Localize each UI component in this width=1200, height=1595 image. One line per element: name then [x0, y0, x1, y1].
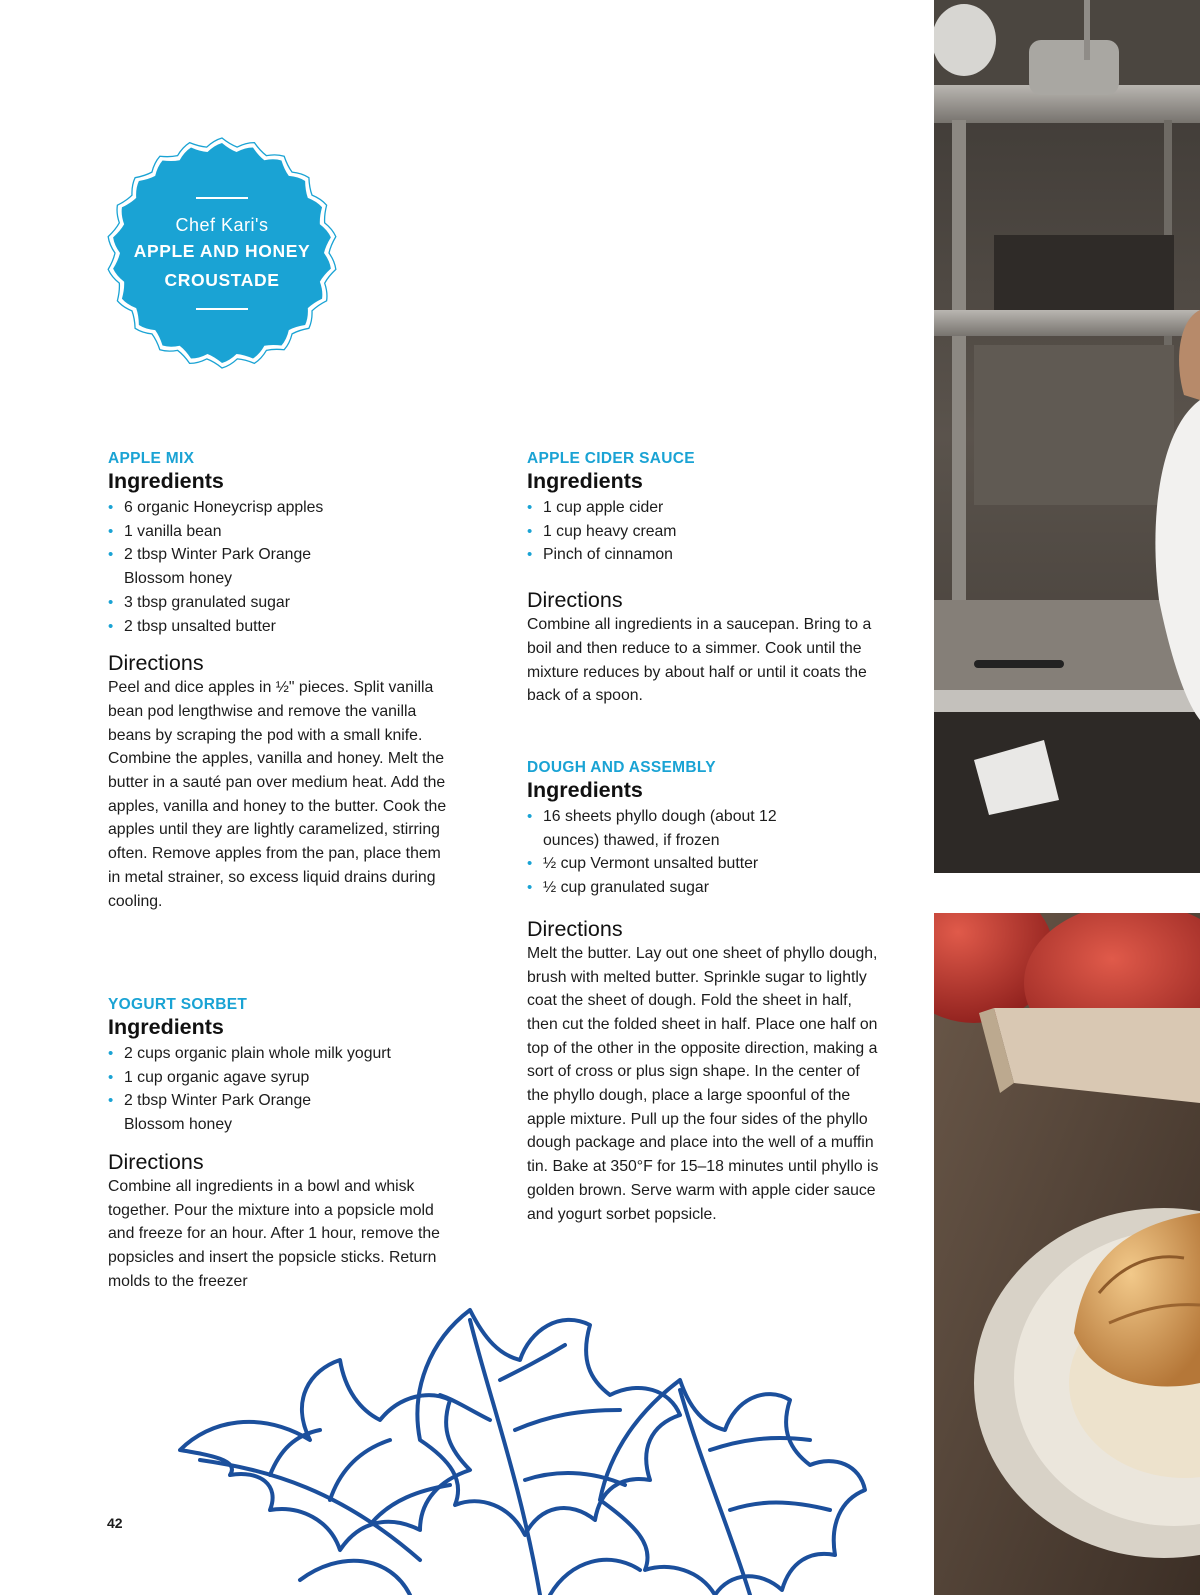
section-apple-cider-sauce	[527, 450, 887, 708]
list-item: • 3 tbsp granulated sugar	[108, 591, 468, 615]
ingredients-list	[108, 1042, 468, 1137]
ingredients-heading: Ingredients	[108, 469, 224, 493]
ingredients-heading: Ingredients	[527, 469, 643, 493]
ingredients-heading: Ingredients	[108, 1015, 224, 1039]
list-item: • 2 tbsp Winter Park Orange Blossom honey	[108, 1089, 354, 1136]
badge-top-rule	[196, 197, 248, 199]
ingredients-list	[527, 496, 887, 567]
list-item: • 1 cup apple cider	[527, 496, 887, 520]
directions-heading: Directions	[527, 588, 623, 613]
badge-pretitle: Chef Kari's	[175, 215, 269, 235]
ingredients-heading: Ingredients	[527, 778, 643, 802]
directions-heading: Directions	[108, 651, 204, 676]
directions-text: Peel and dice apples in ½" pieces. Split vanilla bean pod lengthwise and remove the vanilla beans by scraping the pod with a small knife. Combine the apples, vanilla and honey. Melt the butter in a sauté pan over medium heat. Add the apples, vanilla and honey to the butter. Cook the apples until they are lightly caramelized, stirring often. Remove apples from the pan, place them in metal strainer, so excess liquid drains during cooling.	[108, 679, 447, 910]
directions-heading: Directions	[108, 1149, 204, 1174]
list-item: • 1 cup heavy cream	[527, 520, 887, 544]
directions-text: Combine all ingredients in a bowl and whisk together. Pour the mixture into a popsicle mold and freeze for an hour. After 1 hour, remove the popsicles and insert the popsicle sticks. Return molds to the freezer	[108, 1177, 440, 1290]
list-item: • 1 cup organic agave syrup	[108, 1066, 468, 1090]
section-yogurt-sorbet	[108, 996, 468, 1293]
page-number: 42	[107, 1515, 123, 1531]
section-dough-assembly	[527, 759, 887, 1226]
list-item: • 16 sheets phyllo dough (about 12 ounces) thawed, if frozen	[527, 805, 833, 852]
section-apple-mix	[108, 450, 468, 913]
croustade-photo	[934, 913, 1200, 1595]
leaf-illustration	[170, 1300, 870, 1595]
directions-heading: Directions	[527, 916, 623, 941]
list-item: • 2 tbsp unsalted butter	[108, 615, 468, 639]
badge-bottom-rule	[196, 308, 248, 310]
directions-text: Melt the butter. Lay out one sheet of phyllo dough, brush with melted butter. Sprinkle sugar to lightly coat the sheet of dough. Fold the sheet in half, then cut the folded sheet in half. Place one half on top of the other in the opposite direction, making a sort of cross or plus sign shape. In the center of the phyllo dough, place a large spoonful of the apple mixture. Pull up the four sides of the phyllo dough package and place into the well of a muffin tin. Bake at 350°F for 15–18 minutes until phyllo is golden brown. Serve warm with apple cider sauce and yogurt sorbet popsicle.	[527, 944, 879, 1223]
badge-title-line2: CROUSTADE	[164, 270, 280, 290]
ingredients-list	[527, 805, 887, 900]
badge-title-line1: APPLE AND HONEY	[133, 241, 311, 261]
kitchen-photo	[934, 0, 1200, 873]
section-label: APPLE MIX	[108, 450, 195, 467]
list-item: • Pinch of cinnamon	[527, 543, 887, 567]
ingredients-list	[108, 496, 468, 638]
section-label: DOUGH AND ASSEMBLY	[527, 759, 716, 776]
badge-text	[106, 137, 338, 369]
list-item: • 2 tbsp Winter Park Orange Blossom honey	[108, 543, 354, 590]
directions-text: Combine all ingredients in a saucepan. Bring to a boil and then reduce to a simmer. Cook until the mixture reduces by about half or until it coats the back of a spoon.	[527, 616, 872, 705]
recipe-title-badge	[106, 137, 338, 369]
list-item: • 2 cups organic plain whole milk yogurt	[108, 1042, 468, 1066]
list-item: • 1 vanilla bean	[108, 520, 468, 544]
list-item: • 6 organic Honeycrisp apples	[108, 496, 468, 520]
list-item: • ½ cup Vermont unsalted butter	[527, 852, 887, 876]
list-item: • ½ cup granulated sugar	[527, 876, 887, 900]
section-label: APPLE CIDER SAUCE	[527, 450, 695, 467]
section-label: YOGURT SORBET	[108, 996, 248, 1013]
